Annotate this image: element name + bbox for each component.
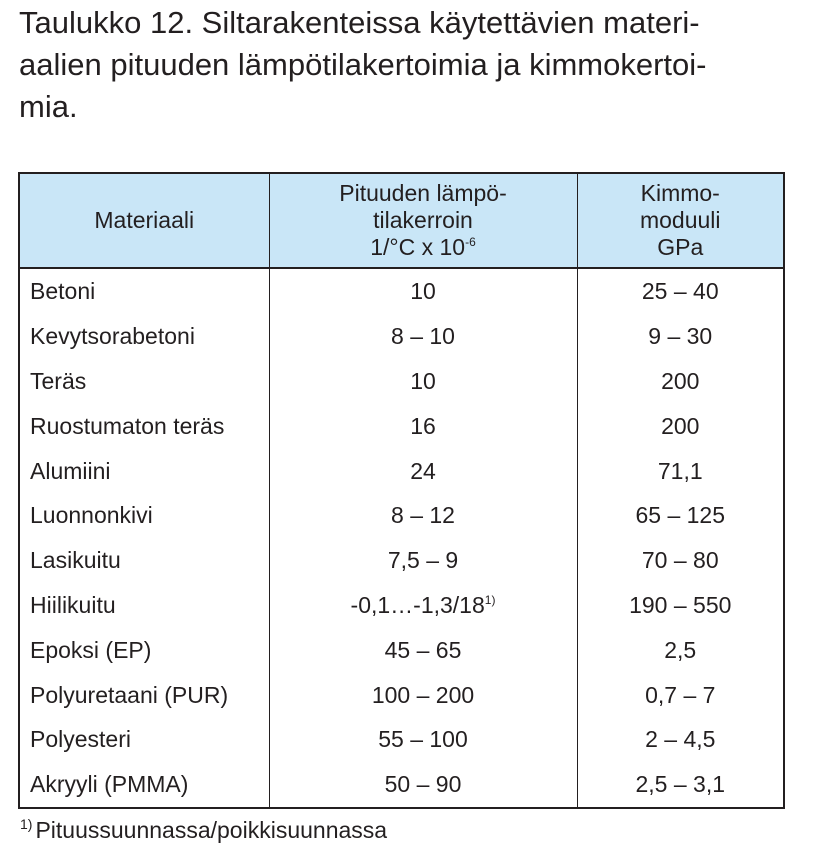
material-cell: Akryyli (PMMA) [19,762,269,808]
footnote-text: Pituussuunnassa/poikkisuunnassa [35,817,388,843]
header-coefficient-line: Pituuden lämpö- [339,180,507,206]
table-row [19,403,784,448]
table-row [19,314,784,359]
material-cell: Ruostumaton teräs [19,403,269,448]
coefficient-cell: 10 [269,359,577,404]
caption-line: mia. [19,89,78,124]
materials-table [18,172,785,809]
coefficient-cell: 24 [269,448,577,493]
modulus-cell: 190 – 550 [577,583,784,628]
material-cell: Lasikuitu [19,538,269,583]
header-modulus-line: Kimmo- [640,180,720,206]
table-row [19,268,784,314]
modulus-cell: 9 – 30 [577,314,784,359]
caption-line: Taulukko 12. Siltarakenteissa käytettävien materi- [19,5,700,40]
material-cell: Hiilikuitu [19,583,269,628]
coefficient-cell: 100 – 200 [269,672,577,717]
header-modulus-unit: GPa [657,234,704,260]
footnote-reference: 1) [484,592,496,607]
header-coefficient [269,173,577,268]
material-cell: Alumiini [19,448,269,493]
modulus-cell: 65 – 125 [577,493,784,538]
material-cell: Betoni [19,268,269,314]
modulus-cell: 2,5 [577,627,784,672]
header-material-label: Materiaali [94,207,195,233]
header-modulus [577,173,784,268]
table-footnote [20,816,387,844]
header-row [19,173,784,268]
material-cell: Luonnonkivi [19,493,269,538]
coefficient-cell: 45 – 65 [269,627,577,672]
coefficient-cell: 16 [269,403,577,448]
modulus-cell: 200 [577,359,784,404]
table-row [19,627,784,672]
table-row [19,359,784,404]
modulus-cell: 70 – 80 [577,538,784,583]
coefficient-cell: 55 – 100 [269,717,577,762]
coefficient-cell [269,583,577,628]
material-cell: Polyuretaani (PUR) [19,672,269,717]
modulus-cell: 2 – 4,5 [577,717,784,762]
material-cell: Polyesteri [19,717,269,762]
modulus-cell: 25 – 40 [577,268,784,314]
table-row [19,717,784,762]
coefficient-cell: 7,5 – 9 [269,538,577,583]
header-coefficient-unit-base: 1/°C x 10 [370,234,466,260]
footnote-marker: 1) [20,816,33,832]
material-cell: Kevytsorabetoni [19,314,269,359]
table-row [19,672,784,717]
header-coefficient-exponent: -6 [465,235,476,249]
modulus-cell: 200 [577,403,784,448]
table-row [19,583,784,628]
header-modulus-line: moduuli [639,207,721,233]
material-cell: Teräs [19,359,269,404]
coefficient-cell: 50 – 90 [269,762,577,808]
caption-line: aalien pituuden lämpötilakertoimia ja kimmokertoi- [19,47,707,82]
header-coefficient-line: tilakerroin [373,207,473,233]
coefficient-cell: 8 – 12 [269,493,577,538]
material-cell: Epoksi (EP) [19,627,269,672]
header-material [19,173,269,268]
coefficient-cell: 8 – 10 [269,314,577,359]
table-caption [19,2,819,128]
modulus-cell: 2,5 – 3,1 [577,762,784,808]
table-row [19,538,784,583]
table-row [19,762,784,808]
modulus-cell: 71,1 [577,448,784,493]
table-row [19,448,784,493]
coefficient-cell: 10 [269,268,577,314]
modulus-cell: 0,7 – 7 [577,672,784,717]
coefficient-value: -0,1…-1,3/18 [350,591,485,618]
header-coefficient-unit [270,234,577,261]
table-row [19,493,784,538]
